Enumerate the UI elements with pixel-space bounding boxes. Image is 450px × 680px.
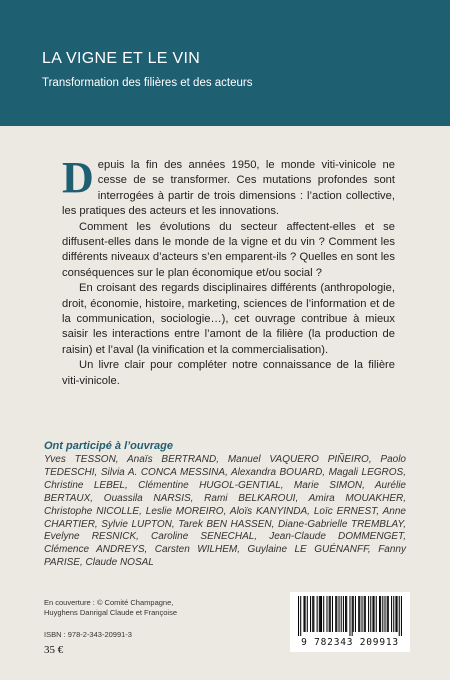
barcode-number: 9 782343 209913 — [301, 637, 399, 648]
contributors-list: Yves TESSON, Anaïs BERTRAND, Manuel VAQUERO PIÑEIRO, Paolo TEDESCHI, Silvia A. CONCA MESSINA, Alexandra BOUARD, Magali LEGROS, Christine LEBEL, Clémentine HUGOL-GENTIAL, Marie SIMON, Aurélie BERTAUX, Ouassila NARSIS, Rami BELKAROUI, Amira MOUAKHER, Christophe NICOLLE, Leslie MOREIRO, Aloïs KANYINDA, Loïc ERNEST, Anne CHARTIER, Sylvie LUPTON, Tarek BEN HASSEN, Diane-Gabrielle TREMBLAY, Evelyne RESNICK, Caroline SENECHAL, Jean-Claude DOMMENGET, Clémence ANDREYS, Carsten WILHEM, Guylaine LE GUÉNANFF, Fanny PARISE, Claude NOSAL — [44, 454, 406, 569]
summary-paragraph-4: Un livre clair pour compléter notre connaissance de la filière viti-vinicole. — [62, 359, 395, 387]
back-cover-summary — [62, 153, 395, 389]
cover-credit-line-2: Huyghens Danrigal Claude et Françoise — [44, 608, 177, 617]
dropcap-letter: D — [62, 153, 94, 202]
barcode — [290, 592, 410, 652]
summary-paragraph-1: Depuis la fin des années 1950, le monde viti-vinicole ne cesse de se transformer. Ces mutations profondes sont interrogées à partir de trois dimensions : l’action collective, les pratiques des acteurs et les innovations. — [62, 153, 395, 218]
barcode-bars — [298, 596, 402, 636]
summary-paragraph-2: Comment les évolutions du secteur affectent-elles et se diffusent-elles dans le monde de la vigne et du vin ? Comment les différents niveaux d’acteurs s’en emparent-ils ? Quelles en sont les conséquences sur le plan économique et/ou social ? — [62, 220, 395, 279]
contributors-heading: Ont participé à l’ouvrage — [44, 440, 173, 452]
cover-credit-line-1: En couverture : © Comité Champagne, — [44, 598, 174, 607]
contributors-section — [44, 440, 406, 570]
summary-paragraph-3: En croisant des regards disciplinaires différents (anthropologie, droit, économie, histoire, marketing, sciences de l’information et de la communication, sociologie…), cet ouvrage contribue à mieux saisir les interactions entre l’amont de la filière (la production de raisin) et l’aval (la vinification et la commercialisation). — [62, 282, 395, 356]
cover-credit — [44, 598, 214, 618]
isbn-text: ISBN : 978-2-343-20991-3 — [44, 630, 132, 639]
book-subtitle: Transformation des filières et des acteurs — [42, 77, 253, 89]
book-title: LA VIGNE ET LE VIN — [42, 50, 201, 67]
price-text: 35 € — [44, 644, 64, 656]
cover-header-band — [0, 0, 450, 126]
